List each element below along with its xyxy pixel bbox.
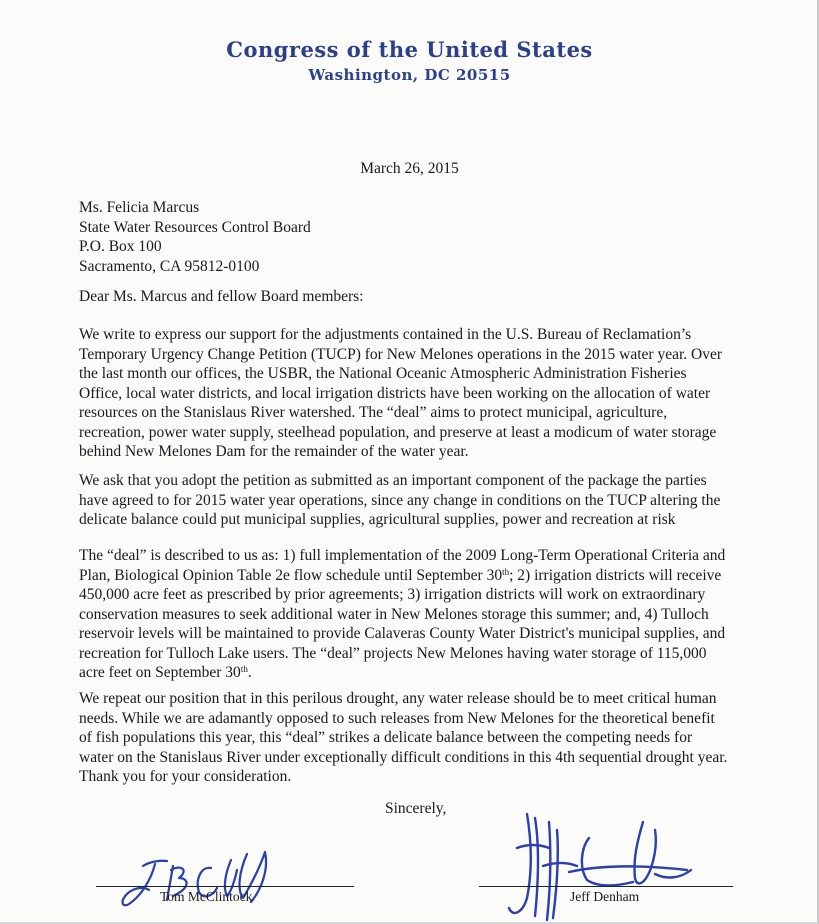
signature-denham	[505, 808, 695, 924]
line-text: .	[247, 664, 252, 681]
signature-line-left	[96, 886, 354, 887]
paragraph-request	[79, 471, 759, 530]
signatory-name-right: Jeff Denham	[570, 889, 640, 904]
address-line: State Water Resources Control Board	[79, 218, 311, 236]
recipient-address	[79, 198, 311, 276]
paragraph-line: The “deal” is described to us as: 1) full implementation of the 2009 Long-Term Operational Criteria and	[79, 547, 726, 564]
line-text: acre feet on September 30	[79, 664, 241, 681]
paragraph-line: We repeat our position that in this perilous drought, any water release should be to meet critical human	[79, 690, 717, 707]
address-line: Sacramento, CA 95812-0100	[79, 257, 260, 275]
line-text: Plan, Biological Opinion Table 2e flow schedule until September 30	[79, 566, 503, 584]
paragraph-line: behind New Melones Dam for the remainder of the water year.	[79, 443, 469, 460]
salutation: Dear Ms. Marcus and fellow Board members:	[79, 288, 364, 305]
paragraph-line: recreation, power water supply, steelhead population, and preserve at least a modicum of water storage	[79, 423, 717, 441]
paragraph-deal	[79, 546, 759, 683]
paragraph-line: Thank you for your consideration.	[79, 768, 292, 785]
paragraph-line: 450,000 acre feet as prescribed by prior agreements; 3) irrigation districts will work on extraordinary	[79, 586, 706, 603]
paragraph-line: have agreed to for 2015 water year operations, since any change in conditions on the TUCP altering the	[79, 491, 721, 509]
paragraph-line: the last month our offices, the USBR, the National Oceanic Atmospheric Administration Fisheries	[79, 365, 687, 382]
paragraph-line: of fish populations this year, this “deal” strikes a delicate balance between the competing needs for	[79, 729, 693, 746]
letterhead-title: Congress of the United States	[226, 37, 593, 62]
address-line: P.O. Box 100	[79, 238, 162, 255]
line-text: ; 2) irrigation districts will receive	[509, 566, 722, 584]
letter-date: March 26, 2015	[360, 160, 459, 177]
paragraph-line: We write to express our support for the adjustments contained in the U.S. Bureau of Reclamation’s	[79, 326, 692, 343]
signature-mcclintock	[115, 830, 290, 924]
paragraph-line: delicate balance could put municipal supplies, agricultural supplies, power and recreation at risk	[79, 511, 676, 528]
paragraph-line: resources on the Stanislaus River watershed. The “deal” aims to protect municipal, agriculture,	[79, 404, 668, 421]
paragraph-line: We ask that you adopt the petition as submitted as an important component of the package the parties	[79, 472, 707, 489]
ordinal-suffix: th	[240, 664, 248, 674]
paragraph-line: reservoir levels will be maintained to provide Calaveras County Water District's municipal supplies, and	[79, 625, 726, 642]
paragraph-line: water on the Stanislaus River under exceptionally difficult conditions in this 4th sequential drought year.	[79, 748, 728, 766]
paragraph-support	[79, 325, 759, 462]
paragraph-line: Office, local water districts, and local irrigation districts have been working on the allocation of water	[79, 384, 711, 402]
signature-line-right	[479, 886, 733, 887]
paragraph-line: conservation measures to seek additional water in New Melones storage this summer; and, 4) Tulloch	[79, 605, 709, 623]
signatory-name-left: Tom McClintock	[160, 889, 253, 904]
paragraph-line	[79, 663, 759, 683]
closing: Sincerely,	[385, 800, 447, 817]
letterhead-location: Washington, DC 20515	[308, 66, 511, 84]
address-line: Ms. Felicia Marcus	[79, 199, 200, 216]
paragraph-line: recreation for Tulloch Lake users. The “deal” projects New Melones having water storage of 115,000	[79, 644, 707, 662]
paragraph-line	[79, 566, 759, 586]
paragraph-line: Temporary Urgency Change Petition (TUCP) for New Melones operations in the 2015 water year. Over	[79, 345, 723, 363]
ordinal-suffix: th	[502, 566, 510, 577]
paragraph-position	[79, 689, 759, 787]
paragraph-line: needs. While we are adamantly opposed to such releases from New Melones for the theoretical benefit	[79, 709, 715, 727]
